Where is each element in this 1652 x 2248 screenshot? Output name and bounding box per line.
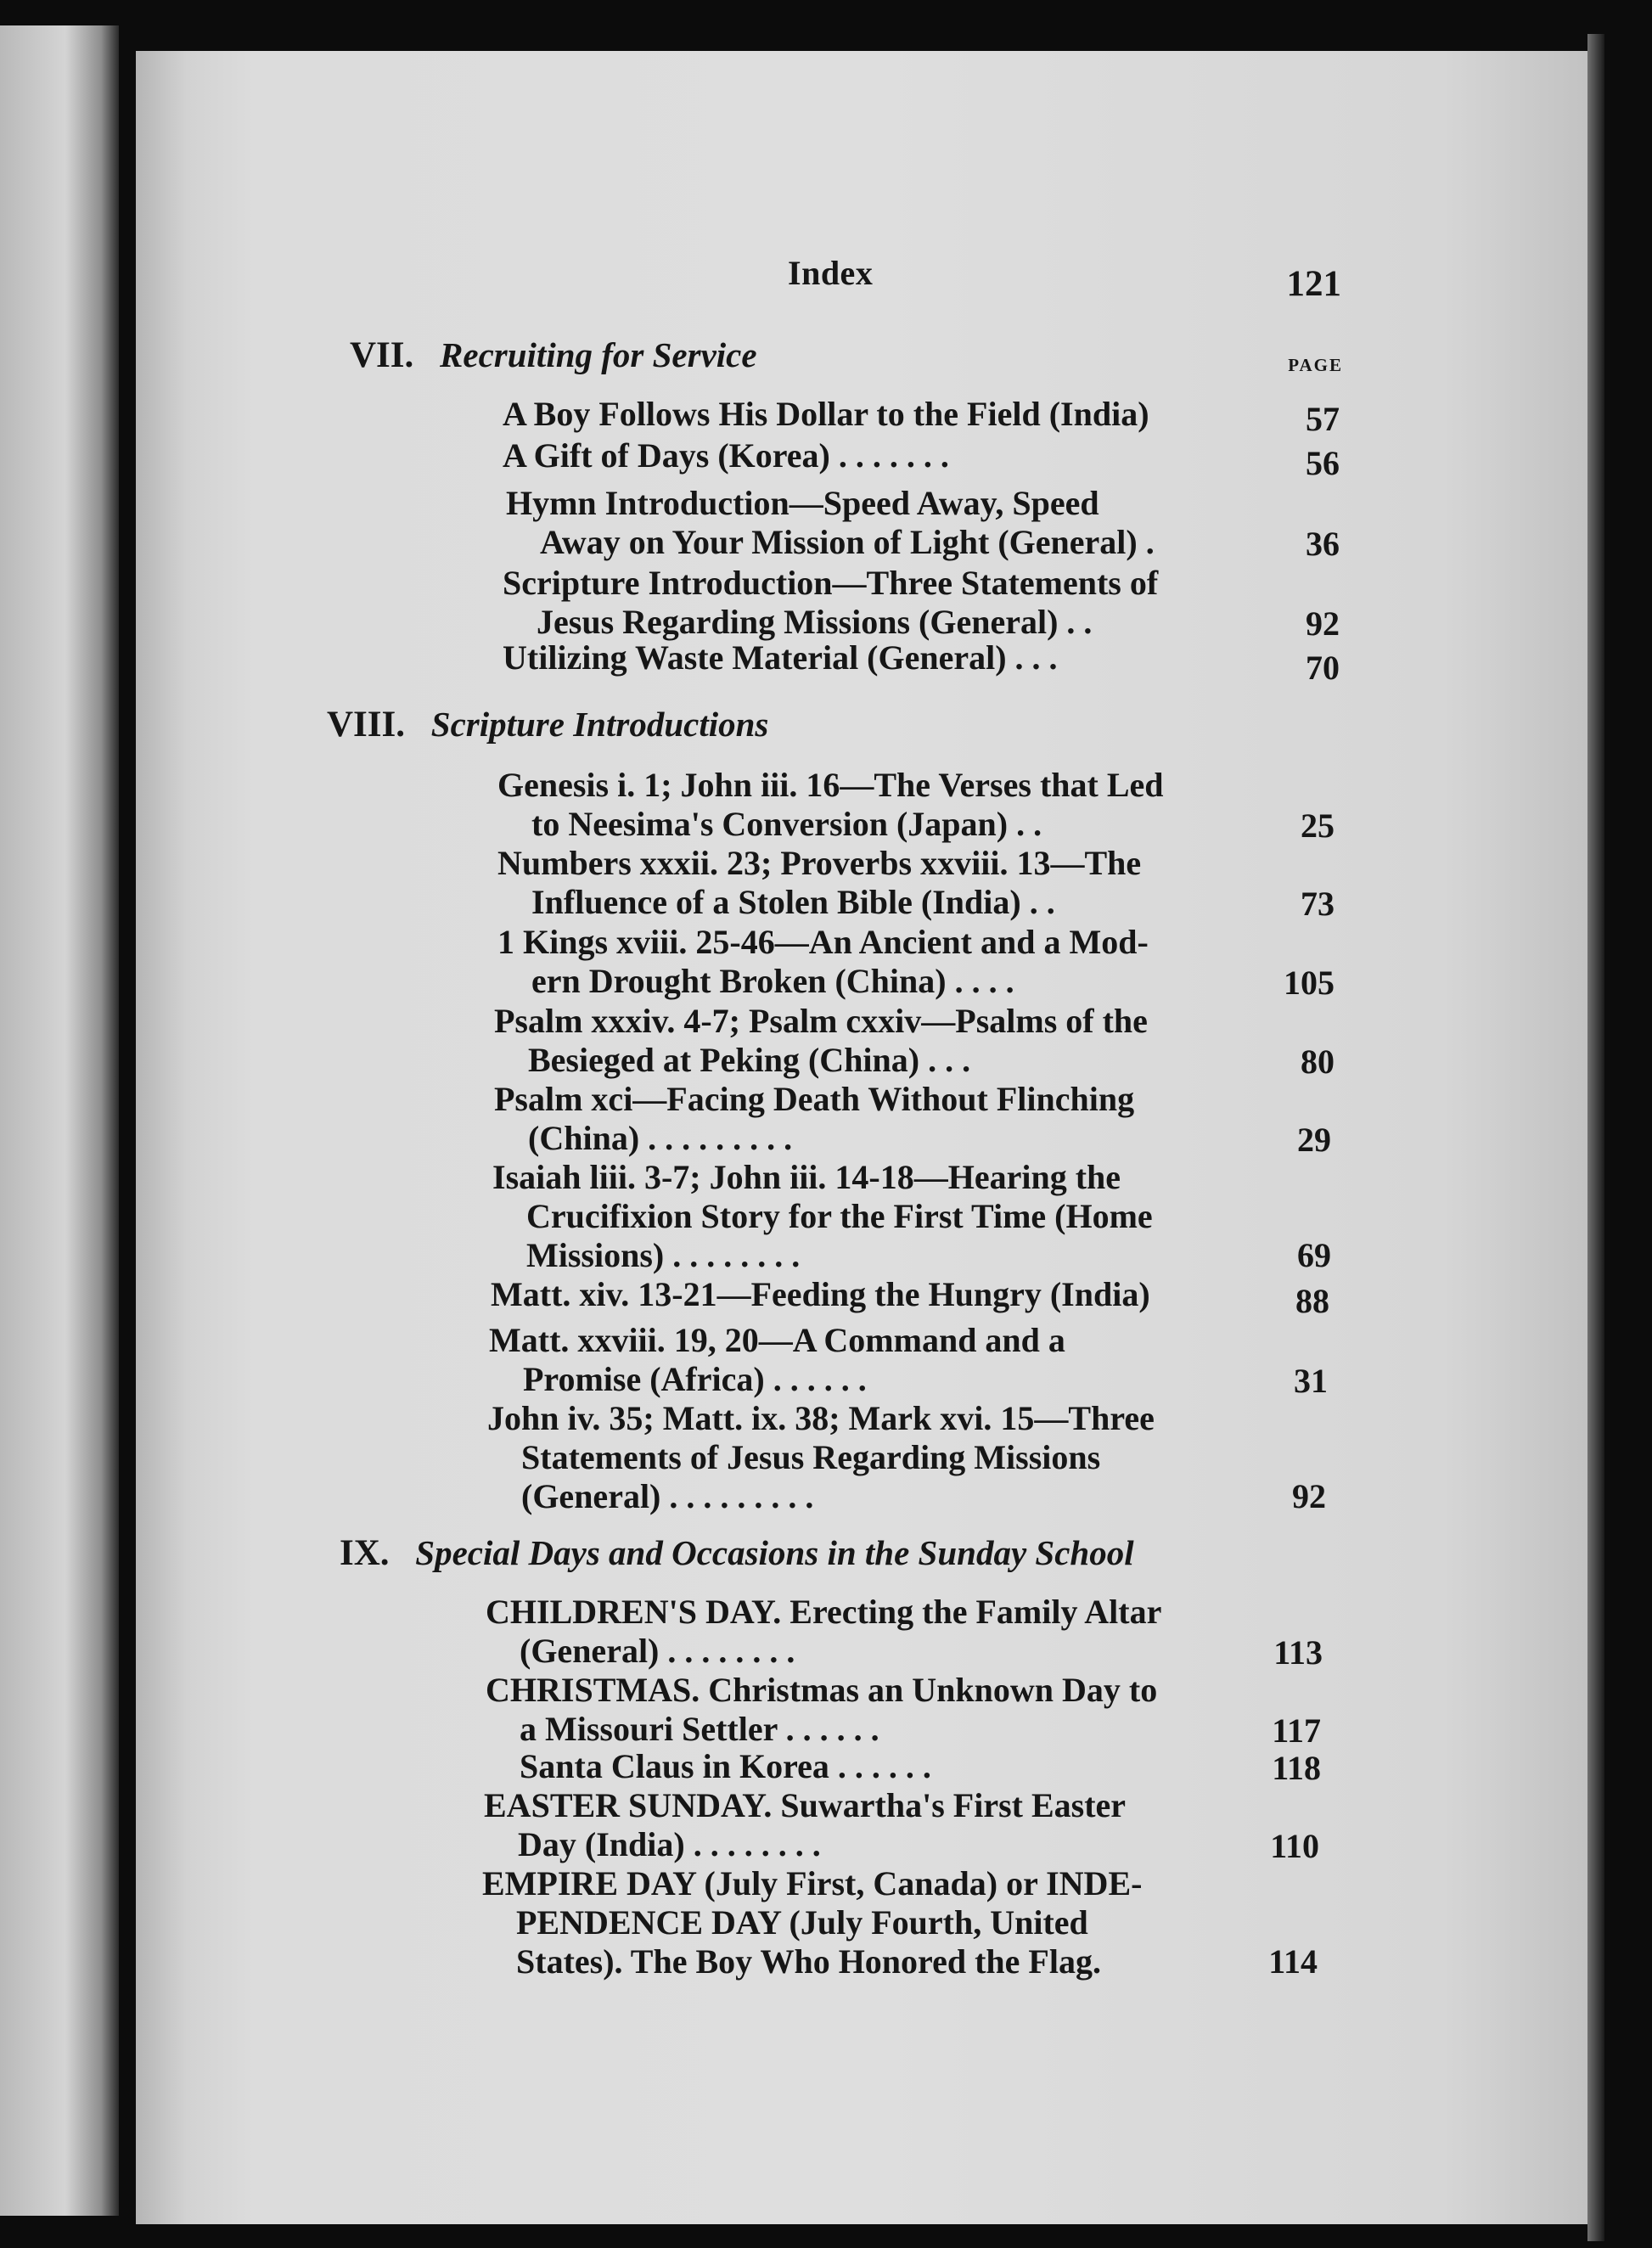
index-entry <box>491 1275 1150 1314</box>
entry-line <box>503 436 949 475</box>
section-title: Scripture Introductions <box>430 705 769 744</box>
running-head: Index <box>788 254 874 292</box>
index-entry <box>497 923 1149 1001</box>
page-binding-edge <box>1587 34 1604 2241</box>
entry-line: Besieged at Peking (China) . . . <box>528 1041 971 1079</box>
entry-page-number: 105 <box>1284 964 1335 1002</box>
entry-line-text: A Gift of Days (Korea) . . . . . . . <box>503 436 949 475</box>
entry-line: Day (India) . . . . . . . . <box>518 1825 821 1863</box>
section-heading <box>350 334 757 376</box>
entry-line: Crucifixion Story for the First Time (Home <box>526 1197 1153 1235</box>
section-numeral: IX. <box>340 1533 390 1573</box>
entry-line: (General) . . . . . . . . . <box>521 1477 814 1515</box>
entry-line: 1 Kings xviii. 25-46—An Ancient and a Mod- <box>497 923 1149 961</box>
index-entry <box>503 638 1058 677</box>
entry-line: PENDENCE DAY (July Fourth, United <box>516 1903 1088 1942</box>
entry-line: Scripture Introduction—Three Statements of <box>503 564 1159 602</box>
index-entry <box>494 1080 1134 1158</box>
entry-line: CHILDREN'S DAY. Erecting the Family Altar <box>486 1593 1162 1631</box>
entry-line: Away on Your Mission of Light (General) . <box>540 523 1155 561</box>
entry-line: Numbers xxxii. 23; Proverbs xxviii. 13—The <box>497 844 1142 882</box>
section-title: Special Days and Occasions in the Sunday School <box>415 1533 1134 1572</box>
entry-page-number: 36 <box>1306 525 1340 563</box>
page-number: 121 <box>1286 264 1341 304</box>
entry-line: ern Drought Broken (China) . . . . <box>531 962 1014 1000</box>
entry-page-number: 92 <box>1306 604 1340 643</box>
index-entry <box>494 1002 1148 1080</box>
index-entry <box>503 395 1149 434</box>
entry-page-number: 57 <box>1306 400 1340 438</box>
section-numeral: VIII. <box>327 705 406 745</box>
index-entry <box>486 1593 1161 1671</box>
entry-line: Influence of a Stolen Bible (India) . . <box>531 883 1055 921</box>
section-title: Recruiting for Service <box>440 335 757 374</box>
entry-line: Santa Claus in Korea . . . . . . <box>520 1747 931 1785</box>
entry-line: Genesis i. 1; John iii. 16—The Verses that Led <box>497 766 1164 804</box>
entry-line: Missions) . . . . . . . . <box>526 1236 801 1274</box>
entry-line: Utilizing Waste Material (General) . . . <box>503 638 1058 677</box>
entry-line: Hymn Introduction—Speed Away, Speed <box>506 484 1099 522</box>
entry-line: Promise (Africa) . . . . . . <box>523 1360 867 1398</box>
index-entry <box>484 1786 1126 1864</box>
entry-page-number: 73 <box>1301 885 1335 923</box>
entry-line: Jesus Regarding Missions (General) . . <box>537 603 1093 641</box>
entry-line: Isaiah liii. 3-7; John iii. 14-18—Hearing the <box>492 1158 1121 1196</box>
entry-page-number: 118 <box>1272 1749 1321 1787</box>
entry-line: Matt. xxviii. 19, 20—A Command and a <box>489 1321 1065 1359</box>
entry-page-number: 29 <box>1297 1121 1331 1159</box>
index-entry <box>520 1747 931 1786</box>
entry-line: to Neesima's Conversion (Japan) . . <box>531 805 1042 843</box>
entry-page-number: 25 <box>1301 806 1335 845</box>
entry-line: Matt. xiv. 13-21—Feeding the Hungry (India) <box>491 1275 1150 1313</box>
entry-line: States). The Boy Who Honored the Flag. <box>516 1942 1101 1981</box>
entry-line: Statements of Jesus Regarding Missions <box>521 1438 1101 1476</box>
index-entry <box>487 1399 1155 1516</box>
entry-page-number: 31 <box>1294 1362 1328 1400</box>
entry-page-number: 88 <box>1295 1282 1329 1320</box>
entry-page-number: 117 <box>1272 1711 1321 1750</box>
entry-page-number: 80 <box>1301 1043 1335 1081</box>
entry-page-number: 110 <box>1270 1827 1319 1865</box>
section-numeral: VII. <box>350 335 414 375</box>
entry-line: CHRISTMAS. Christmas an Unknown Day to <box>486 1671 1158 1709</box>
entry-page-number: 113 <box>1273 1633 1323 1672</box>
entry-line: A Boy Follows His Dollar to the Field (India) <box>503 395 1149 433</box>
index-entry <box>497 844 1141 922</box>
index-entry <box>506 484 1155 562</box>
entry-page-number: 114 <box>1268 1942 1318 1981</box>
entry-page-number: 69 <box>1297 1236 1331 1274</box>
index-entry <box>503 436 949 475</box>
index-entry <box>497 766 1164 844</box>
index-entry <box>492 1158 1153 1275</box>
entry-line: Psalm xxxiv. 4-7; Psalm cxxiv—Psalms of the <box>494 1002 1148 1040</box>
page-column-label: PAGE <box>1288 355 1343 375</box>
entry-line: EASTER SUNDAY. Suwartha's First Easter <box>484 1786 1127 1824</box>
entry-line: EMPIRE DAY (July First, Canada) or INDE- <box>482 1864 1143 1902</box>
index-entry <box>482 1864 1142 1981</box>
index-entry <box>503 564 1158 642</box>
facing-page-edge <box>0 25 119 2216</box>
entry-line: John iv. 35; Matt. ix. 38; Mark xvi. 15—Three <box>487 1399 1155 1437</box>
entry-page-number: 92 <box>1292 1477 1326 1515</box>
entry-line: a Missouri Settler . . . . . . <box>520 1710 879 1748</box>
section-heading <box>327 704 768 745</box>
entry-line: (General) . . . . . . . . <box>520 1632 795 1670</box>
entry-line: (China) . . . . . . . . . <box>528 1119 793 1157</box>
index-entry <box>486 1671 1157 1749</box>
entry-page-number: 56 <box>1306 444 1340 482</box>
entry-line: Psalm xci—Facing Death Without Flinching <box>494 1080 1135 1118</box>
index-entry <box>489 1321 1065 1399</box>
entry-page-number: 70 <box>1306 649 1340 687</box>
section-heading <box>340 1532 1134 1574</box>
